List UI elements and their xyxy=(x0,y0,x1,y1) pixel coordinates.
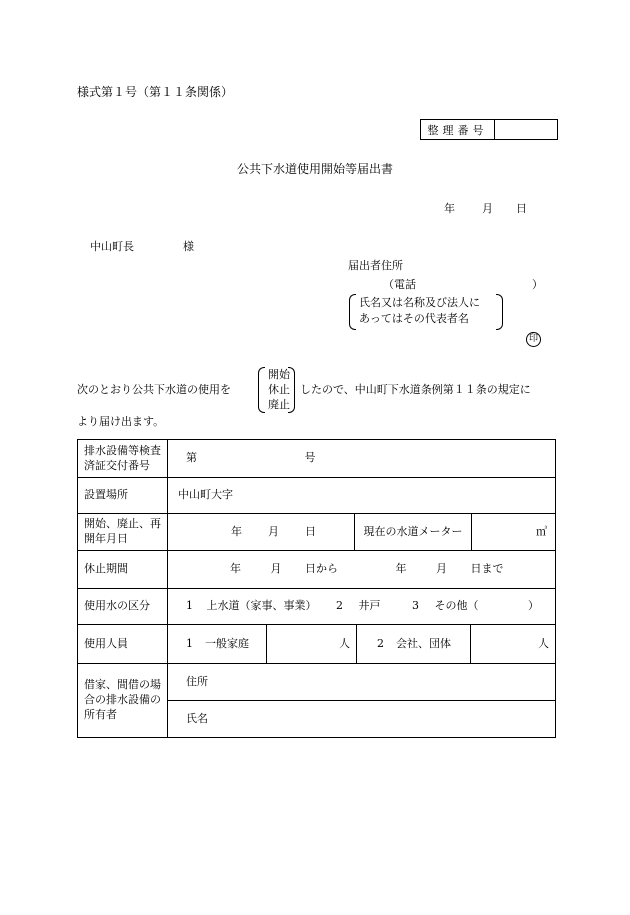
users-option1-number: 1 xyxy=(186,636,193,650)
suspension-from-year: 年 xyxy=(230,562,241,576)
inspection-cert-label: 排水設備等検査済証交付番号 xyxy=(78,440,168,478)
date-year: 年 xyxy=(444,202,455,215)
options-right-bracket xyxy=(288,367,295,413)
seal-mark: 印 xyxy=(526,332,541,347)
owner-name-label: 氏名 xyxy=(186,711,208,725)
start-date-field[interactable] xyxy=(168,514,355,550)
suspension-to-month: 月 xyxy=(436,562,447,576)
body-text-before: 次のとおり公共下水道の使用を xyxy=(77,383,231,396)
reference-number-box xyxy=(420,119,558,140)
date-month: 月 xyxy=(482,202,493,215)
location-label-text: 設置場所 xyxy=(84,488,128,502)
water-option3-label: その他（ xyxy=(434,599,479,613)
body-text-line2: より届け出ます。 xyxy=(77,415,165,428)
users-unit2: 人 xyxy=(538,636,549,650)
cert-suffix: 号 xyxy=(304,451,316,465)
owner-name-field[interactable] xyxy=(168,701,556,738)
suspension-to-day: 日まで xyxy=(470,562,504,576)
cubic-meter-unit: ㎥ xyxy=(536,524,547,538)
owner-address-field[interactable] xyxy=(168,664,556,701)
name-note-line2: あってはその代表者名 xyxy=(359,312,469,325)
name-note-left-bracket xyxy=(349,294,356,330)
body-text-after: したので、中山町下水道条例第１１条の規定に xyxy=(300,383,531,396)
options-left-bracket xyxy=(258,367,265,413)
table-row xyxy=(78,440,556,478)
table-row xyxy=(78,664,556,701)
option-abolish: 廃止 xyxy=(268,398,290,411)
phone-label: （電話 xyxy=(383,278,416,291)
reference-number-label: 整理番号 xyxy=(421,120,495,139)
water-option2-label: 井戸 xyxy=(358,599,381,613)
option-suspend: 休止 xyxy=(268,383,290,396)
name-note-line1: 氏名又は名称及び法人に xyxy=(359,296,480,309)
table-row xyxy=(78,589,556,625)
users-option1-label: 一般家庭 xyxy=(205,636,249,650)
option-start: 開始 xyxy=(268,368,290,381)
water-option1-label: 上水道（家事、事業） xyxy=(206,599,317,613)
users-unit1: 人 xyxy=(339,636,350,650)
owner-address-label: 住所 xyxy=(186,674,208,688)
start-day: 日 xyxy=(305,524,316,538)
phone-close: ） xyxy=(532,278,543,291)
addressee-name: 中山町長 xyxy=(90,240,134,253)
water-type-field[interactable] xyxy=(168,589,556,625)
form-number: 様式第１号（第１１条関係） xyxy=(77,85,234,99)
suspension-from-day: 日から xyxy=(305,562,338,576)
water-meter-field[interactable] xyxy=(472,514,555,550)
owner-label: 借家、間借の場合の排水設備の所有者 xyxy=(78,664,168,738)
water-option2-number: 2 xyxy=(336,599,343,613)
users-option2-label: 会社、団体 xyxy=(396,636,451,650)
start-date-label: 開始、廃止、再開年月日 xyxy=(78,514,168,551)
water-option3-number: 3 xyxy=(412,599,419,613)
location-label xyxy=(84,488,161,503)
water-type-label: 使用水の区分 xyxy=(78,589,168,625)
table-row xyxy=(78,551,556,589)
addressee-honorific: 様 xyxy=(183,240,194,253)
notifier-address-label: 届出者住所 xyxy=(348,259,403,272)
company-count-field[interactable] xyxy=(471,625,555,663)
document-title: 公共下水道使用開始等届出書 xyxy=(237,162,394,176)
start-year: 年 xyxy=(231,524,242,538)
suspension-to-year: 年 xyxy=(395,562,407,576)
table-row xyxy=(78,625,556,664)
table-row xyxy=(78,514,556,551)
application-table xyxy=(77,439,556,738)
household-count-field[interactable] xyxy=(267,625,357,663)
water-meter-label: 現在の水道メーター xyxy=(355,514,472,550)
start-month: 月 xyxy=(268,524,279,538)
water-option3-close: ） xyxy=(528,599,539,613)
users-label: 使用人員 xyxy=(78,625,168,664)
table-row xyxy=(78,478,556,514)
suspension-period-field[interactable] xyxy=(168,551,556,589)
suspension-from-month: 月 xyxy=(270,562,282,576)
users-option2-number: 2 xyxy=(377,636,384,650)
inspection-cert-field[interactable] xyxy=(168,440,556,478)
cert-prefix: 第 xyxy=(186,451,197,465)
date-day: 日 xyxy=(516,202,527,215)
suspension-period-label: 休止期間 xyxy=(78,551,168,589)
location-field[interactable]: 中山町大字 xyxy=(168,478,556,514)
reference-number-field[interactable] xyxy=(495,120,557,139)
water-option1-number: 1 xyxy=(186,599,193,613)
name-note-right-bracket xyxy=(496,294,503,330)
